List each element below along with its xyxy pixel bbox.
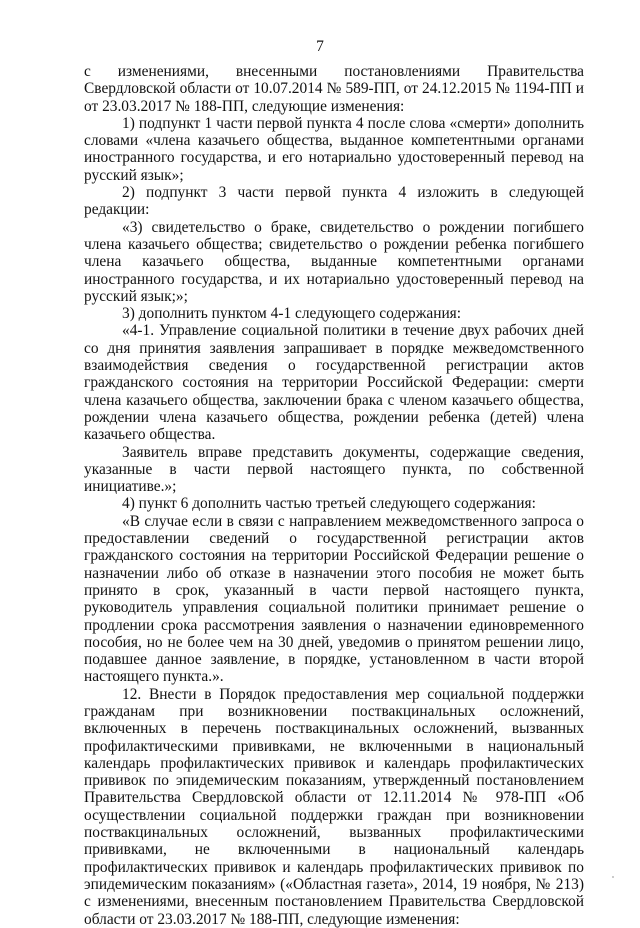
paragraph-item-3-quote: «4-1. Управление социальной политики в течение двух рабочих дней со дня принятия заявления запрашивает в порядке межведомственного взаимодействия сведения о государственной регистрации актов гражданского состояния на территории Российской Федерации: смерти члена казачьего общества, заключении брака с членом казачьего общества, рождении члена казачьего общества, рождении ребенка (детей) члена казачьего общества. <box>84 322 584 444</box>
paragraph-item-3-quote-continued: Заявитель вправе представить документы, содержащие сведения, указанные в части первой настоящего пункта, по собственной инициативе.»; <box>84 443 584 496</box>
paragraph-item-3: 3) дополнить пунктом 4-1 следующего содержания: <box>122 305 462 323</box>
scan-speck <box>612 876 614 878</box>
paragraph-item-4-quote: «В случае если в связи с направлением межведомственного запроса о предоставлении сведений о государственной регистрации актов гражданского состояния на территории Российской Федерации решение о назначении либо об отказе в назначении этого пособия не может быть принято в срок, указанный в части первой настоящего пункта, руководитель управления социальной политики принимает решение о продлении срока рассмотрения заявления о назначении единовременного пособия, но не более чем на 30 дней, уведомив о принятом решении лицо, подавшее данное заявление, в порядке, установленном в части второй настоящего пункта.». <box>84 512 584 686</box>
paragraph-section-12: 12. Внести в Порядок предоставления мер социальной поддержки гражданам при возникновении поствакцинальных осложнений, включенных в перечень поствакцинальных осложнений, вызванных профилактическими прививками, не включенными в национальный календарь профилактических прививок и календарь профилактических прививок по эпидемическим показаниям, утвержденный постановлением Правительства Свердловской области от 12.11.2014 № 978-ПП «Об осуществлении социальной поддержки граждан при возникновении поствакцинальных осложнений, вызванных профилактическими прививками, не включенными в национальный календарь профилактических прививок и календарь профилактических прививок по эпидемическим показаниям» («Областная газета», 2014, 19 ноября, № 213) с изменениями, внесенным постановлением Правительства Свердловской области от 23.03.2017 № 188-ПП, следующие изменения: <box>84 685 584 928</box>
paragraph-continuation: с изменениями, внесенными постановлениями Правительства Свердловской области от 10.07.2014 № 589-ПП, от 24.12.2015 № 1194-ПП и от 23.03.2017 № 188-ПП, следующие изменения: <box>84 63 584 115</box>
paragraph-item-4: 4) пункт 6 дополнить частью третьей следующего содержания: <box>122 495 536 513</box>
page-number: 7 <box>316 38 324 55</box>
paragraph-item-1: 1) подпункт 1 части первой пункта 4 после слова «смерти» дополнить словами «члена казачьего общества, выданное компетентными органами иностранного государства, и его нотариально удостоверенный перевод на русский язык»; <box>84 114 584 184</box>
paragraph-item-2: 2) подпункт 3 части первой пункта 4 изложить в следующей редакции: <box>84 184 584 219</box>
document-body <box>84 63 584 928</box>
paragraph-item-2-quote: «3) свидетельство о браке, свидетельство о рождении погибшего члена казачьего общества; свидетельство о рождении ребенка погибшего члена казачьего общества, выданные компетентными органами иностранного государства, и их нотариально удостоверенный перевод на русский язык;»; <box>84 218 584 305</box>
